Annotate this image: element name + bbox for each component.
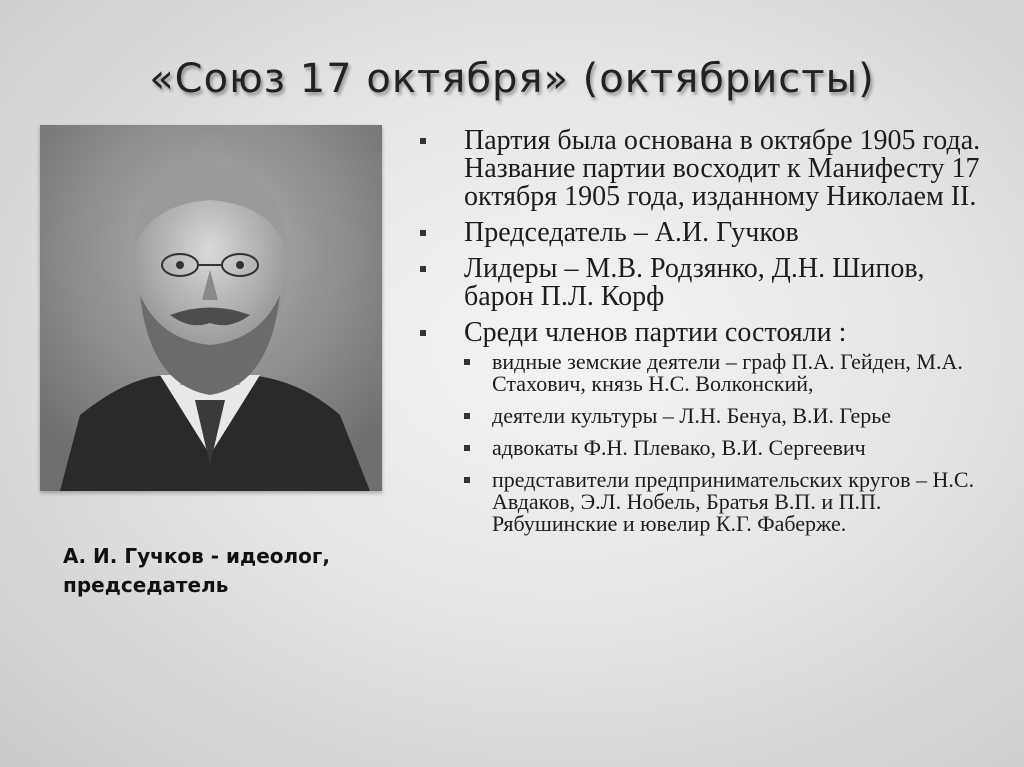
bullet-marker-icon	[420, 330, 426, 336]
bullet-marker-icon	[420, 230, 426, 236]
sub-bullet-list	[456, 351, 1000, 535]
sub-bullet-item	[456, 351, 1000, 395]
bullet-text: Лидеры – М.В. Родзянко, Д.Н. Шипов, барон П.Л. Корф	[464, 253, 925, 312]
bullet-marker-icon	[420, 138, 426, 144]
sub-bullet-item	[456, 437, 1000, 459]
bullet-item	[420, 319, 1000, 535]
portrait-caption: А. И. Гучков - идеолог, председатель	[63, 544, 330, 597]
bullet-marker-icon	[420, 266, 426, 272]
sub-bullet-item	[456, 405, 1000, 427]
bullet-item	[420, 127, 1000, 211]
bullet-marker-icon	[464, 413, 470, 419]
bullet-text: Партия была основана в октябре 1905 года. Название партии восходит к Манифесту 17 октября 1905 года, изданному Николаем II.	[464, 125, 981, 212]
sub-bullet-text: адвокаты Ф.Н. Плевако, В.И. Сергеевич	[492, 435, 866, 460]
bullet-marker-icon	[464, 477, 470, 483]
bullet-text: Среди членов партии состояли :	[464, 317, 847, 348]
bullet-item	[420, 219, 1000, 247]
bullet-marker-icon	[464, 359, 470, 365]
slide-title: «Союз 17 октября» (октябристы)	[149, 56, 875, 102]
portrait-image	[40, 125, 382, 491]
portrait-photo-icon	[40, 125, 382, 491]
sub-bullet-text: видные земские деятели – граф П.А. Гейден, М.А. Стахович, князь Н.С. Волконский,	[492, 349, 963, 396]
bullet-list	[420, 127, 1000, 545]
sub-bullet-text: представители предпринимательских кругов – Н.С. Авдаков, Э.Л. Нобель, Братья В.П. и П.П. Рябушинские и ювелир К.Г. Фаберже.	[492, 467, 975, 536]
bullet-text: Председатель – А.И. Гучков	[464, 217, 799, 248]
sub-bullet-text: деятели культуры – Л.Н. Бенуа, В.И. Герье	[492, 403, 892, 428]
sub-bullet-item	[456, 469, 1000, 535]
bullet-marker-icon	[464, 445, 470, 451]
bullet-item	[420, 255, 1000, 311]
